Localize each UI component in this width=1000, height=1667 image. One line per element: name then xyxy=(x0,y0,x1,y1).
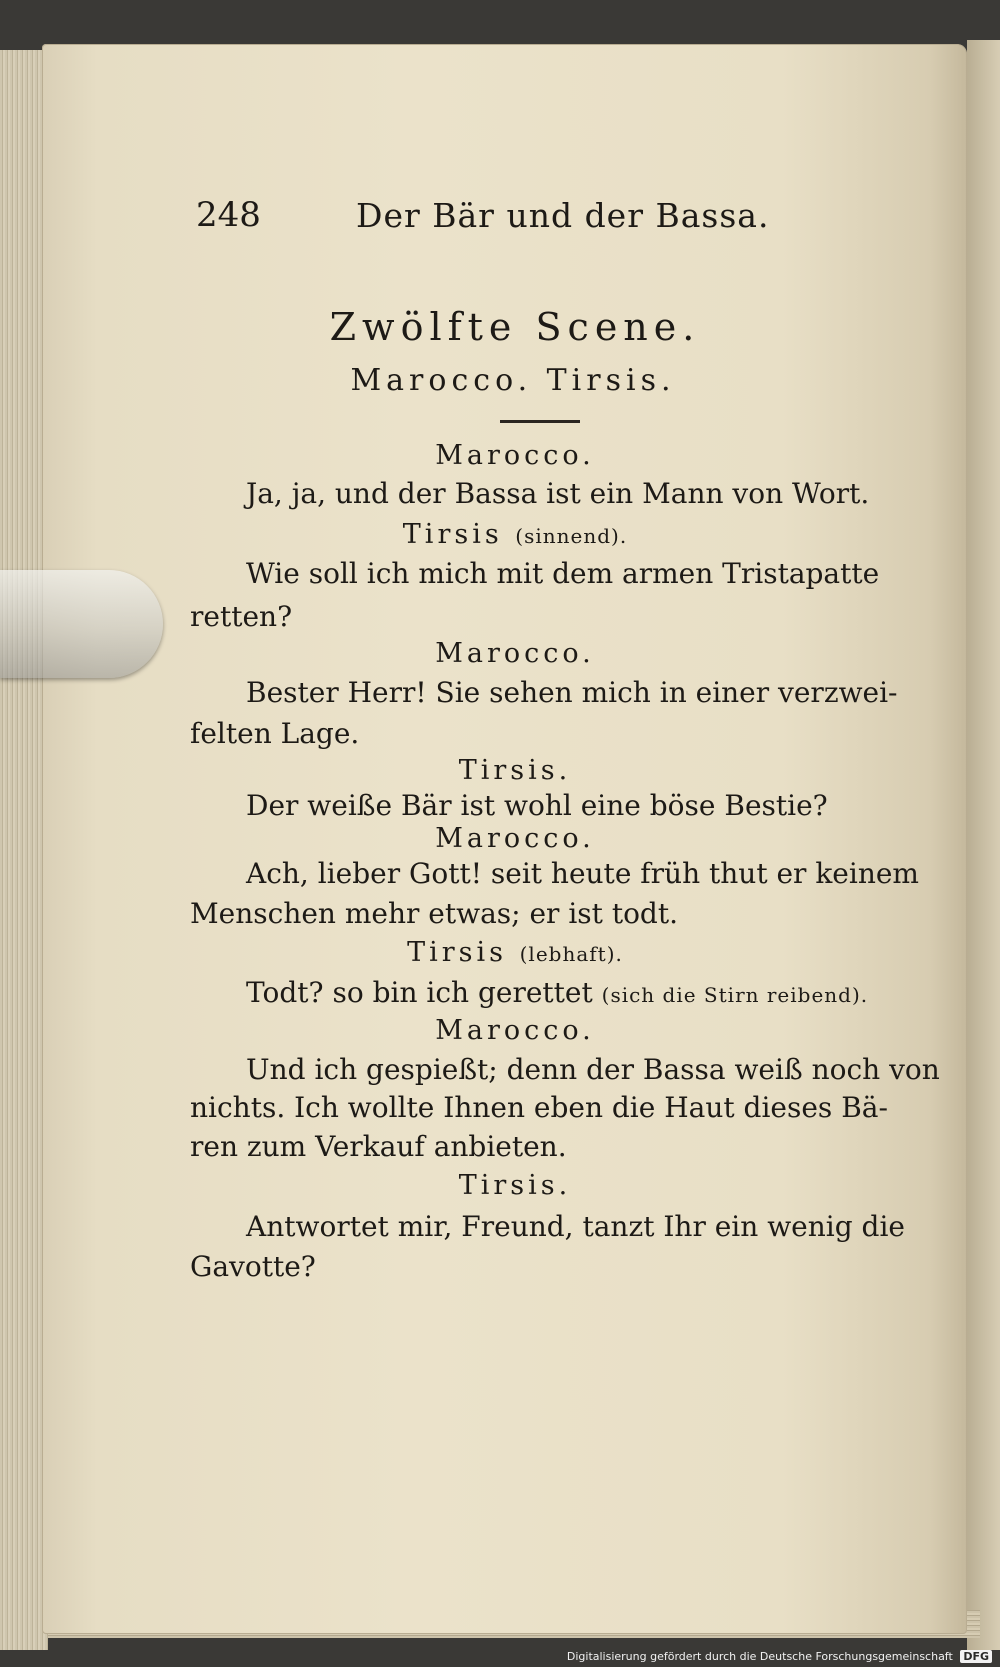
dialogue-line: nichts. Ich wollte Ihnen eben die Haut dieses Bä- xyxy=(190,1091,888,1124)
running-head: Der Bär und der Bassa. xyxy=(356,196,770,235)
dialogue-line: Wie soll ich mich mit dem armen Tristapatte xyxy=(246,557,880,590)
scene-cast: Marocco. Tirsis. xyxy=(350,363,676,398)
dialogue-line: Der weiße Bär ist wohl eine böse Bestie? xyxy=(246,789,828,822)
speaker-label xyxy=(0,519,1000,550)
speaker-label: Tirsis. xyxy=(458,1170,572,1201)
dialogue-line: Und ich gespießt; denn der Bassa weiß noch von xyxy=(246,1053,940,1086)
speaker-label: Tirsis. xyxy=(458,755,572,786)
stage-direction: (sinnend). xyxy=(515,524,628,548)
dialogue-line: Gavotte? xyxy=(190,1250,316,1283)
dialogue-line: Ja, ja, und der Bassa ist ein Mann von Wort. xyxy=(246,477,870,510)
dialogue-text: Todt? so bin ich gerettet xyxy=(246,976,593,1009)
digitization-credit xyxy=(567,1650,992,1663)
credit-text: Digitalisierung gefördert durch die Deutsche Forschungsgemeinschaft xyxy=(566,1650,953,1663)
dialogue-line: Menschen mehr etwas; er ist todt. xyxy=(190,897,679,930)
dialogue-line: felten Lage. xyxy=(190,717,360,750)
scene-title: Zwölfte Scene. xyxy=(329,305,701,349)
dialogue-line: retten? xyxy=(190,600,293,633)
dialogue-line: Ach, lieber Gott! seit heute früh thut er keinem xyxy=(246,857,919,890)
dialogue-line: Bester Herr! Sie sehen mich in einer verzwei- xyxy=(246,676,898,709)
dfg-logo: DFG xyxy=(960,1650,992,1663)
dialogue-line: Antwortet mir, Freund, tanzt Ihr ein wenig die xyxy=(246,1210,905,1243)
stage-direction: (sich die Stirn reibend). xyxy=(601,983,869,1007)
speaker-name: Tirsis xyxy=(402,519,503,550)
page-number: 248 xyxy=(196,195,261,235)
stage-direction: (lebhaft). xyxy=(519,942,623,966)
dialogue-line xyxy=(246,976,868,1009)
speaker-label: Marocco. xyxy=(435,823,595,854)
speaker-label: Marocco. xyxy=(435,638,595,669)
divider-rule xyxy=(500,420,580,423)
dialogue-line: ren zum Verkauf anbieten. xyxy=(190,1130,567,1163)
speaker-label: Marocco. xyxy=(435,1015,595,1046)
speaker-name: Tirsis xyxy=(407,937,508,968)
speaker-label: Marocco. xyxy=(435,440,595,471)
speaker-label xyxy=(0,937,1000,968)
